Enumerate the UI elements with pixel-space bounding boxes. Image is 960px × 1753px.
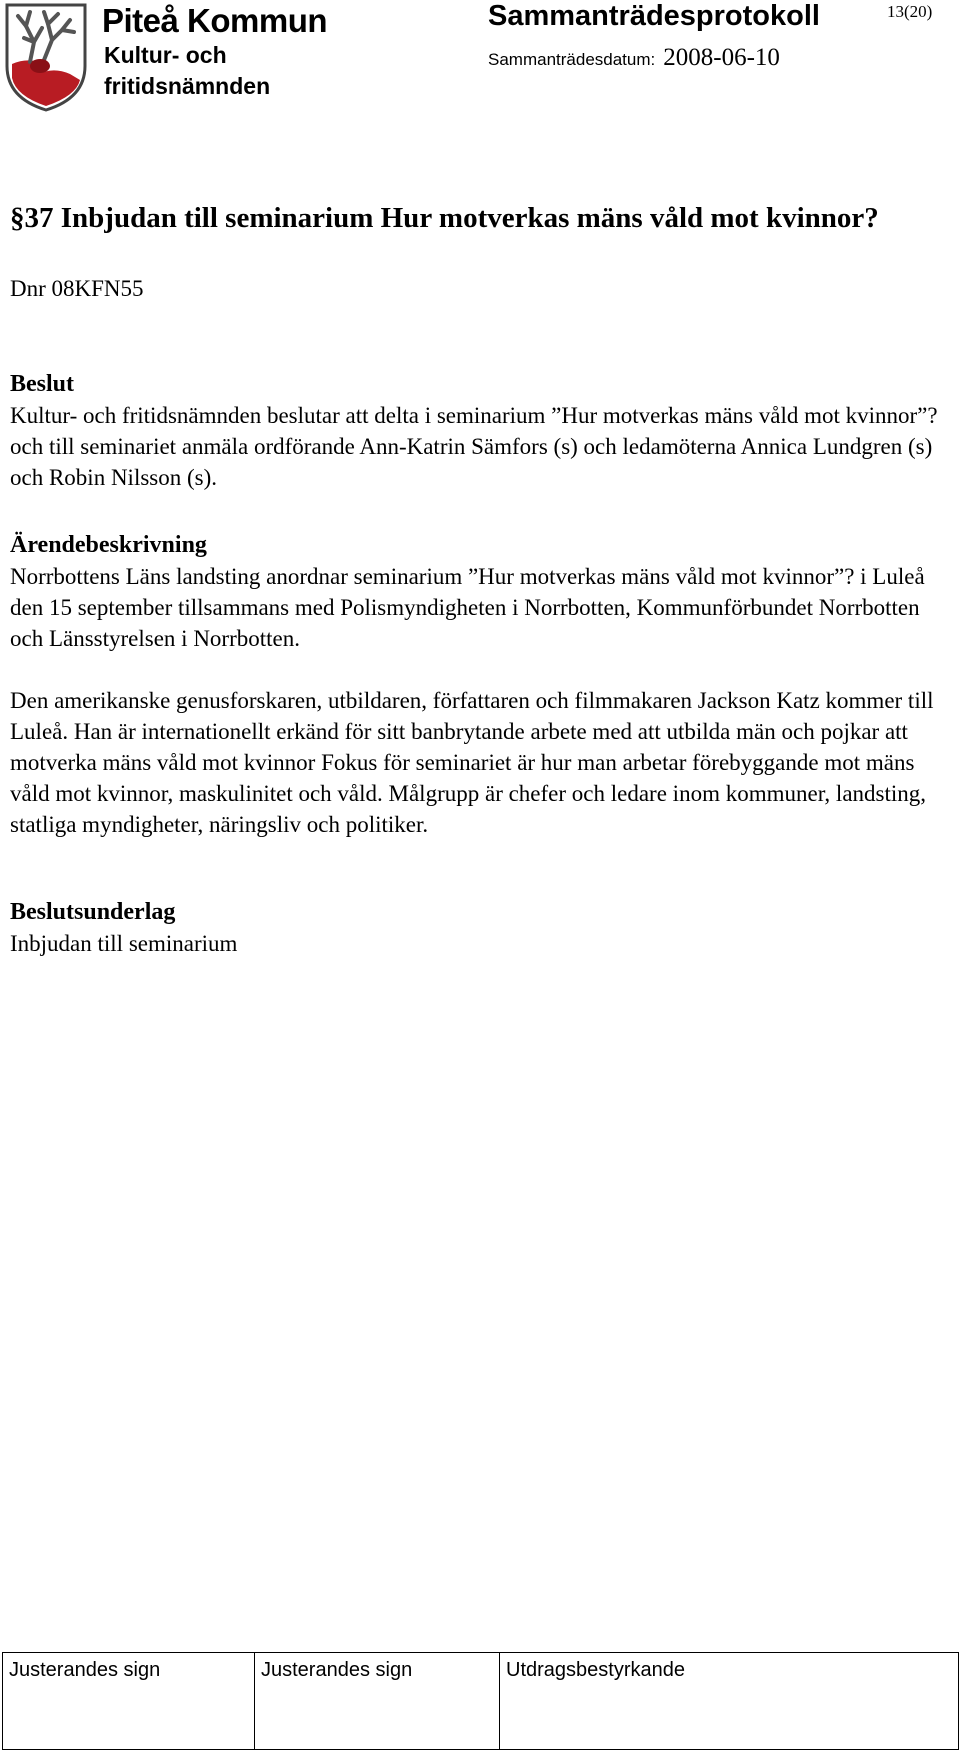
document-type-title: Sammanträdesprotokoll — [488, 0, 820, 32]
signature-cell-certification: Utdragsbestyrkande — [500, 1653, 959, 1750]
description-paragraph: Den amerikanske genusforskaren, utbildaren, författaren och filmmakaren Jackson Katz kommer till Luleå. Han är internationellt erkänd för sitt banbrytande arbete med att utbilda män och pojkar att motverka mäns våld mot kvinnor Fokus för seminariet är hur man arbetar förebyggande mot mäns våld mot kvinnor, maskulinitet och våld. Målgrupp är chefer och ledare inom kommuner, landsting, statliga myndigheter, näringsliv och politiker. — [10, 688, 934, 837]
meeting-date-value: 2008-06-10 — [663, 44, 780, 71]
meeting-date-row — [488, 44, 780, 72]
decision-section — [10, 368, 940, 493]
description-section — [10, 529, 940, 840]
pitea-reindeer-logo-icon — [4, 2, 88, 112]
basis-text: Inbjudan till seminarium — [10, 931, 238, 956]
committee-name: Kultur- och fritidsnämnden — [104, 42, 271, 99]
basis-heading: Beslutsunderlag — [10, 899, 176, 925]
municipality-name: Piteå Kommun — [102, 2, 328, 39]
signature-cell-adjuster-1: Justerandes sign — [3, 1653, 255, 1750]
decision-heading: Beslut — [10, 371, 75, 397]
diarie-number: Dnr 08KFN55 — [10, 276, 144, 301]
description-heading: Ärendebeskrivning — [10, 532, 207, 558]
basis-section — [10, 896, 940, 959]
signature-table — [2, 1652, 959, 1750]
item-heading: §37 Inbjudan till seminarium Hur motverkas mäns våld mot kvinnor? — [10, 202, 879, 234]
decision-text: Kultur- och fritidsnämnden beslutar att delta i seminarium ”Hur motverkas mäns våld mot kvinnor”? och till seminariet anmäla ordförande Ann-Katrin Sämfors (s) och ledamöterna Annica Lundgren (s) och Robin Nilsson (s). — [10, 403, 938, 490]
document-header — [0, 0, 960, 120]
description-paragraph: Norrbottens Läns landsting anordnar seminarium ”Hur motverkas mäns våld mot kvinnor”? i Luleå den 15 september tillsammans med Polismyndigheten i Norrbotten, Kommunförbundet Norrbotten och Länsstyrelsen i Norrbotten. — [10, 564, 925, 651]
meeting-date-label: Sammanträdesdatum: — [488, 50, 656, 69]
page-number: 13(20) — [887, 2, 933, 21]
signature-cell-adjuster-2: Justerandes sign — [255, 1653, 500, 1750]
